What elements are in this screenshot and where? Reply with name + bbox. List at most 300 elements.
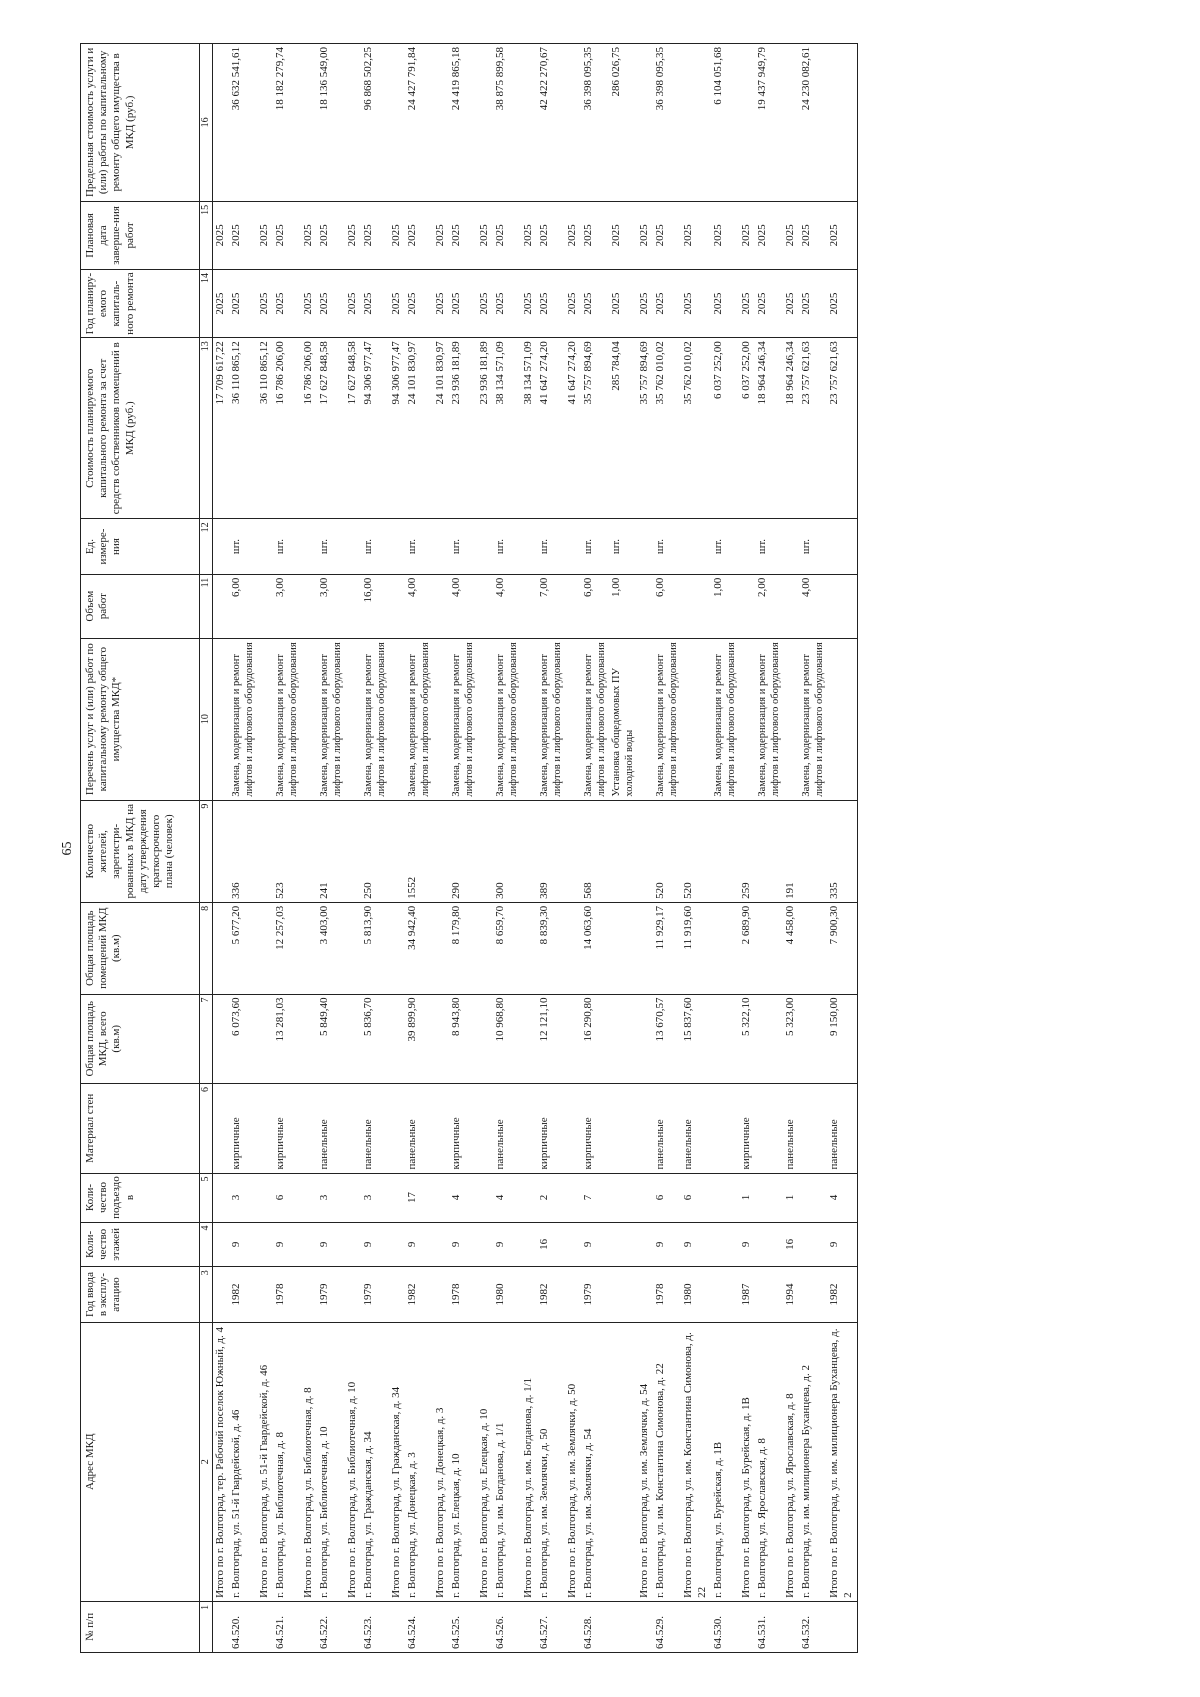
row-number [739,1601,755,1652]
unit-cell [637,519,653,574]
repair-year-cell: 2025 [273,270,301,338]
column-number-row [200,44,213,1653]
residents-cell: 523 [273,800,301,902]
total-row [681,44,711,1653]
total-row [257,44,273,1653]
floors-cell: 16 [537,1222,565,1267]
repair-year-cell: 2025 [783,270,799,338]
rooms-area-cell: 7 900,30 [827,902,857,994]
address-cell: г. Волгоград, ул. Ярославская, д. 8 [755,1322,783,1601]
entrances-cell [345,1173,361,1222]
repair-year-cell: 2025 [301,270,317,338]
repair-year-cell: 2025 [361,270,389,338]
year-built-cell [799,1267,827,1322]
work-list-cell [345,638,361,800]
work-list-cell [257,638,273,800]
rooms-area-cell: 5 677,20 [229,902,257,994]
year-built-cell [389,1267,405,1322]
residents-cell: 290 [449,800,477,902]
work-list-cell [477,638,493,800]
residents-cell: 1552 [405,800,433,902]
rooms-area-cell: 8 179,80 [449,902,477,994]
entrances-cell [521,1173,537,1222]
wall-material-cell: кирпичные [449,1084,477,1174]
address-cell: Итого по г. Волгоград, тер. Рабочий поселок Южный, д. 4 [213,1322,229,1601]
wall-material-cell [711,1084,739,1174]
wall-material-cell: панельные [653,1084,681,1174]
work-list-cell: Замена, модернизация и ремонт лифтов и лифтового оборудования [799,638,827,800]
total-row [827,44,857,1653]
entrances-cell: 1 [783,1173,799,1222]
residents-cell [257,800,273,902]
work-list-cell: Замена, модернизация и ремонт лифтов и лифтового оборудования [653,638,681,800]
work-list-cell [681,638,711,800]
wall-material-cell [433,1084,449,1174]
total-area-cell [433,994,449,1084]
rooms-area-cell: 8 659,70 [493,902,521,994]
row-number: 64.520. [229,1601,257,1652]
completion-date-cell: 2025 [433,201,449,269]
total-area-cell [477,994,493,1084]
planned-cost-cell: 17 709 617,22 [213,338,229,519]
year-built-cell: 1994 [783,1267,799,1322]
address-cell: Итого по г. Волгоград, ул. Донецкая, д. 3 [433,1322,449,1601]
header-cell: Количество жителей, зарегистри-рованных в МКД на дату утверждения краткосрочного плана (человек) [81,800,200,902]
planned-cost-cell: 23 757 621,63 [799,338,827,519]
address-cell: Итого по г. Волгоград, ул. им. Землячки, д. 50 [565,1322,581,1601]
limit-cost-cell [257,44,273,202]
entrances-cell [565,1173,581,1222]
row-number [301,1601,317,1652]
residents-cell [433,800,449,902]
rooms-area-cell: 2 689,90 [739,902,755,994]
wall-material-cell [477,1084,493,1174]
completion-date-cell: 2025 [317,201,345,269]
repair-year-cell: 2025 [739,270,755,338]
year-built-cell [755,1267,783,1322]
wall-material-cell: кирпичные [739,1084,755,1174]
total-area-cell: 8 943,80 [449,994,477,1084]
column-number: 14 [200,270,213,338]
wall-material-cell [389,1084,405,1174]
rooms-area-cell [301,902,317,994]
year-built-cell: 1982 [229,1267,257,1322]
table-row [537,44,565,1653]
total-area-cell [521,994,537,1084]
header-cell: Общая площадь помещений МКД (кв.м) [81,902,200,994]
residents-cell [799,800,827,902]
planned-cost-cell: 17 627 848,58 [317,338,345,519]
completion-date-cell: 2025 [755,201,783,269]
unit-cell [565,519,581,574]
table-row [449,44,477,1653]
repair-year-cell: 2025 [711,270,739,338]
year-built-cell: 1978 [653,1267,681,1322]
floors-cell: 9 [739,1222,755,1267]
limit-cost-cell: 6 104 051,68 [711,44,739,202]
unit-cell: шт. [581,519,609,574]
entrances-cell: 3 [229,1173,257,1222]
floors-cell: 9 [581,1222,609,1267]
work-list-cell: Замена, модернизация и ремонт лифтов и лифтового оборудования [711,638,739,800]
work-list-cell: Замена, модернизация и ремонт лифтов и лифтового оборудования [361,638,389,800]
entrances-cell [389,1173,405,1222]
year-built-cell [565,1267,581,1322]
unit-cell: шт. [449,519,477,574]
residents-cell [301,800,317,902]
residents-cell [213,800,229,902]
rooms-area-cell: 11 919,60 [681,902,711,994]
rooms-area-cell: 12 257,03 [273,902,301,994]
floors-cell: 9 [273,1222,301,1267]
row-number [565,1601,581,1652]
total-area-cell [565,994,581,1084]
residents-cell: 520 [681,800,711,902]
row-number [257,1601,273,1652]
unit-cell: шт. [493,519,521,574]
total-area-cell: 5 849,40 [317,994,345,1084]
row-number: 64.527. [537,1601,565,1652]
repair-year-cell: 2025 [827,270,857,338]
completion-date-cell: 2025 [301,201,317,269]
rooms-area-cell: 8 839,30 [537,902,565,994]
entrances-cell: 4 [493,1173,521,1222]
repair-year-cell: 2025 [449,270,477,338]
work-volume-cell [565,574,581,638]
address-cell: г. Волгоград, ул. им. милиционера Буханцева, д. 2 [799,1322,827,1601]
repair-year-cell: 2025 [477,270,493,338]
completion-date-cell: 2025 [581,201,609,269]
row-number [345,1601,361,1652]
wall-material-cell: панельные [361,1084,389,1174]
floors-cell [755,1222,783,1267]
unit-cell: шт. [711,519,739,574]
work-volume-cell [739,574,755,638]
total-row [783,44,799,1653]
table-row [493,44,521,1653]
planned-cost-cell: 23 936 181,89 [449,338,477,519]
residents-cell: 335 [827,800,857,902]
wall-material-cell: панельные [405,1084,433,1174]
completion-date-cell: 2025 [565,201,581,269]
address-cell: Итого по г. Волгоград, ул. Елецкая, д. 10 [477,1322,493,1601]
floors-cell: 9 [361,1222,389,1267]
year-built-cell [301,1267,317,1322]
table-row [755,44,783,1653]
year-built-cell [711,1267,739,1322]
address-cell: г. Волгоград, ул. им. Землячки, д. 54 [581,1322,609,1601]
completion-date-cell: 2025 [783,201,799,269]
entrances-cell: 1 [739,1173,755,1222]
repair-year-cell: 2025 [345,270,361,338]
repair-year-cell: 2025 [521,270,537,338]
completion-date-cell: 2025 [213,201,229,269]
limit-cost-cell: 96 868 502,25 [361,44,389,202]
address-cell: г. Волгоград, ул. им. Богданова, д. 1/1 [493,1322,521,1601]
floors-cell [799,1222,827,1267]
entrances-cell [755,1173,783,1222]
limit-cost-cell [345,44,361,202]
completion-date-cell: 2025 [799,201,827,269]
total-area-cell: 13 281,03 [273,994,301,1084]
row-number [521,1601,537,1652]
total-area-cell [345,994,361,1084]
planned-cost-cell: 38 134 571,09 [521,338,537,519]
wall-material-cell [345,1084,361,1174]
work-volume-cell: 2,00 [755,574,783,638]
work-volume-cell [213,574,229,638]
rooms-area-cell [257,902,273,994]
limit-cost-cell [433,44,449,202]
work-volume-cell [783,574,799,638]
floors-cell: 9 [449,1222,477,1267]
floors-cell: 9 [493,1222,521,1267]
entrances-cell: 3 [317,1173,345,1222]
address-cell: г. Волгоград, ул. 51-й Гвардейской, д. 46 [229,1322,257,1601]
planned-cost-cell: 16 786 206,00 [273,338,301,519]
year-built-cell: 1982 [537,1267,565,1322]
rooms-area-cell: 34 942,40 [405,902,433,994]
column-number: 15 [200,201,213,269]
residents-cell: 568 [581,800,609,902]
floors-cell [565,1222,581,1267]
work-list-cell: Замена, модернизация и ремонт лифтов и лифтового оборудования [273,638,301,800]
work-volume-cell [433,574,449,638]
residents-cell [521,800,537,902]
column-number: 6 [200,1084,213,1174]
total-area-cell: 9 150,00 [827,994,857,1084]
work-volume-cell: 6,00 [653,574,681,638]
completion-date-cell: 2025 [521,201,537,269]
floors-cell [711,1222,739,1267]
entrances-cell [213,1173,229,1222]
floors-cell [389,1222,405,1267]
wall-material-cell [301,1084,317,1174]
total-area-cell [389,994,405,1084]
entrances-cell [477,1173,493,1222]
completion-date-cell: 2025 [637,201,653,269]
work-volume-cell: 4,00 [405,574,433,638]
wall-material-cell [521,1084,537,1174]
unit-cell: шт. [755,519,783,574]
row-number [213,1601,229,1652]
unit-cell [345,519,361,574]
repair-year-cell: 2025 [755,270,783,338]
total-area-cell [799,994,827,1084]
header-cell: Год ввода в эксплу-атацию [81,1267,200,1322]
total-area-cell [213,994,229,1084]
header-cell: Объем работ [81,574,200,638]
limit-cost-cell [637,44,653,202]
column-number: 11 [200,574,213,638]
completion-date-cell: 2025 [229,201,257,269]
work-list-cell: Замена, модернизация и ремонт лифтов и лифтового оборудования [755,638,783,800]
wall-material-cell: кирпичные [273,1084,301,1174]
row-number: 64.526. [493,1601,521,1652]
planned-cost-cell: 285 784,04 [609,338,637,519]
year-built-cell: 1979 [581,1267,609,1322]
work-volume-cell: 6,00 [229,574,257,638]
rooms-area-cell: 3 403,00 [317,902,345,994]
address-cell: Итого по г. Волгоград, ул. Гражданская, д. 34 [389,1322,405,1601]
completion-date-cell: 2025 [361,201,389,269]
repair-year-cell: 2025 [637,270,653,338]
header-cell: Стоимость планируемого капитального ремонта за счет средств собственников помещений в МКД (руб.) [81,338,200,519]
limit-cost-cell [389,44,405,202]
year-built-cell: 1987 [739,1267,755,1322]
repair-year-cell: 2025 [799,270,827,338]
completion-date-cell: 2025 [449,201,477,269]
limit-cost-cell [565,44,581,202]
row-number [609,1601,637,1652]
rooms-area-cell [755,902,783,994]
wall-material-cell [565,1084,581,1174]
work-list-cell: Замена, модернизация и ремонт лифтов и лифтового оборудования [537,638,565,800]
work-list-cell [213,638,229,800]
table-row [361,44,389,1653]
completion-date-cell: 2025 [405,201,433,269]
work-volume-cell: 6,00 [581,574,609,638]
work-volume-cell [345,574,361,638]
year-built-cell: 1982 [405,1267,433,1322]
address-cell: г. Волгоград, ул. Елецкая, д. 10 [449,1322,477,1601]
residents-cell [637,800,653,902]
planned-cost-cell: 23 757 621,63 [827,338,857,519]
entrances-cell [301,1173,317,1222]
work-volume-cell [637,574,653,638]
entrances-cell: 6 [273,1173,301,1222]
header-cell: Материал стен [81,1084,200,1174]
unit-cell: шт. [653,519,681,574]
floors-cell: 9 [827,1222,857,1267]
completion-date-cell: 2025 [273,201,301,269]
residents-cell: 389 [537,800,565,902]
floors-cell: 9 [317,1222,345,1267]
planned-cost-cell: 38 134 571,09 [493,338,521,519]
row-number [783,1601,799,1652]
unit-cell [213,519,229,574]
work-volume-cell [301,574,317,638]
unit-cell [521,519,537,574]
row-number: 64.529. [653,1601,681,1652]
limit-cost-cell: 42 422 270,67 [537,44,565,202]
limit-cost-cell: 19 437 949,79 [755,44,783,202]
total-area-cell: 12 121,10 [537,994,565,1084]
work-volume-cell [477,574,493,638]
entrances-cell [257,1173,273,1222]
unit-cell [739,519,755,574]
rooms-area-cell [433,902,449,994]
rooms-area-cell [609,902,637,994]
total-row [477,44,493,1653]
header-cell: Коли-чество подъездо в [81,1173,200,1222]
entrances-cell: 6 [681,1173,711,1222]
column-number: 4 [200,1222,213,1267]
unit-cell [257,519,273,574]
residents-cell [477,800,493,902]
row-number: 64.531. [755,1601,783,1652]
work-volume-cell [389,574,405,638]
total-area-cell: 13 670,57 [653,994,681,1084]
year-built-cell [609,1267,637,1322]
row-number: 64.525. [449,1601,477,1652]
row-number: 64.523. [361,1601,389,1652]
limit-cost-cell: 286 026,75 [609,44,637,202]
work-list-cell [565,638,581,800]
total-row [345,44,361,1653]
table-row [711,44,739,1653]
planned-cost-cell: 94 306 977,47 [389,338,405,519]
row-number [681,1601,711,1652]
wall-material-cell: кирпичные [229,1084,257,1174]
total-area-cell [257,994,273,1084]
residents-cell: 191 [783,800,799,902]
residents-cell [389,800,405,902]
completion-date-cell: 2025 [681,201,711,269]
header-cell: Год планиру-емого капиталь-ного ремонта [81,270,200,338]
repair-year-cell: 2025 [229,270,257,338]
unit-cell: шт. [405,519,433,574]
year-built-cell [521,1267,537,1322]
repair-year-cell: 2025 [609,270,637,338]
total-row [637,44,653,1653]
rooms-area-cell [389,902,405,994]
work-volume-cell: 16,00 [361,574,389,638]
address-cell: Итого по г. Волгоград, ул. Бурейская, д. 1В [739,1322,755,1601]
total-area-cell: 10 968,80 [493,994,521,1084]
repair-year-cell: 2025 [537,270,565,338]
work-volume-cell: 3,00 [273,574,301,638]
table-row [799,44,827,1653]
wall-material-cell: панельные [493,1084,521,1174]
repair-year-cell: 2025 [565,270,581,338]
unit-cell: шт. [609,519,637,574]
total-area-cell [711,994,739,1084]
floors-cell: 16 [783,1222,799,1267]
row-number: 64.522. [317,1601,345,1652]
address-cell: Итого по г. Волгоград, ул. им. Константина Симонова, д. 22 [681,1322,711,1601]
planned-cost-cell: 24 101 830,97 [433,338,449,519]
planned-cost-cell: 18 964 246,34 [783,338,799,519]
completion-date-cell: 2025 [739,201,755,269]
header-cell: Общая площадь МКД, всего (кв.м) [81,994,200,1084]
page-number: 65 [60,841,75,856]
work-list-cell: Замена, модернизация и ремонт лифтов и лифтового оборудования [405,638,433,800]
residents-cell [345,800,361,902]
total-area-cell: 5 323,00 [783,994,799,1084]
limit-cost-cell [739,44,755,202]
total-row [565,44,581,1653]
completion-date-cell: 2025 [257,201,273,269]
work-list-cell [433,638,449,800]
completion-date-cell: 2025 [477,201,493,269]
residents-cell [711,800,739,902]
completion-date-cell: 2025 [609,201,637,269]
unit-cell [783,519,799,574]
unit-cell [301,519,317,574]
rooms-area-cell [711,902,739,994]
wall-material-cell [609,1084,637,1174]
entrances-cell: 2 [537,1173,565,1222]
work-volume-cell: 4,00 [493,574,521,638]
total-row [521,44,537,1653]
year-built-cell: 1978 [273,1267,301,1322]
rooms-area-cell [477,902,493,994]
floors-cell [609,1222,637,1267]
planned-cost-cell: 94 306 977,47 [361,338,389,519]
rooms-area-cell [637,902,653,994]
completion-date-cell: 2025 [537,201,565,269]
